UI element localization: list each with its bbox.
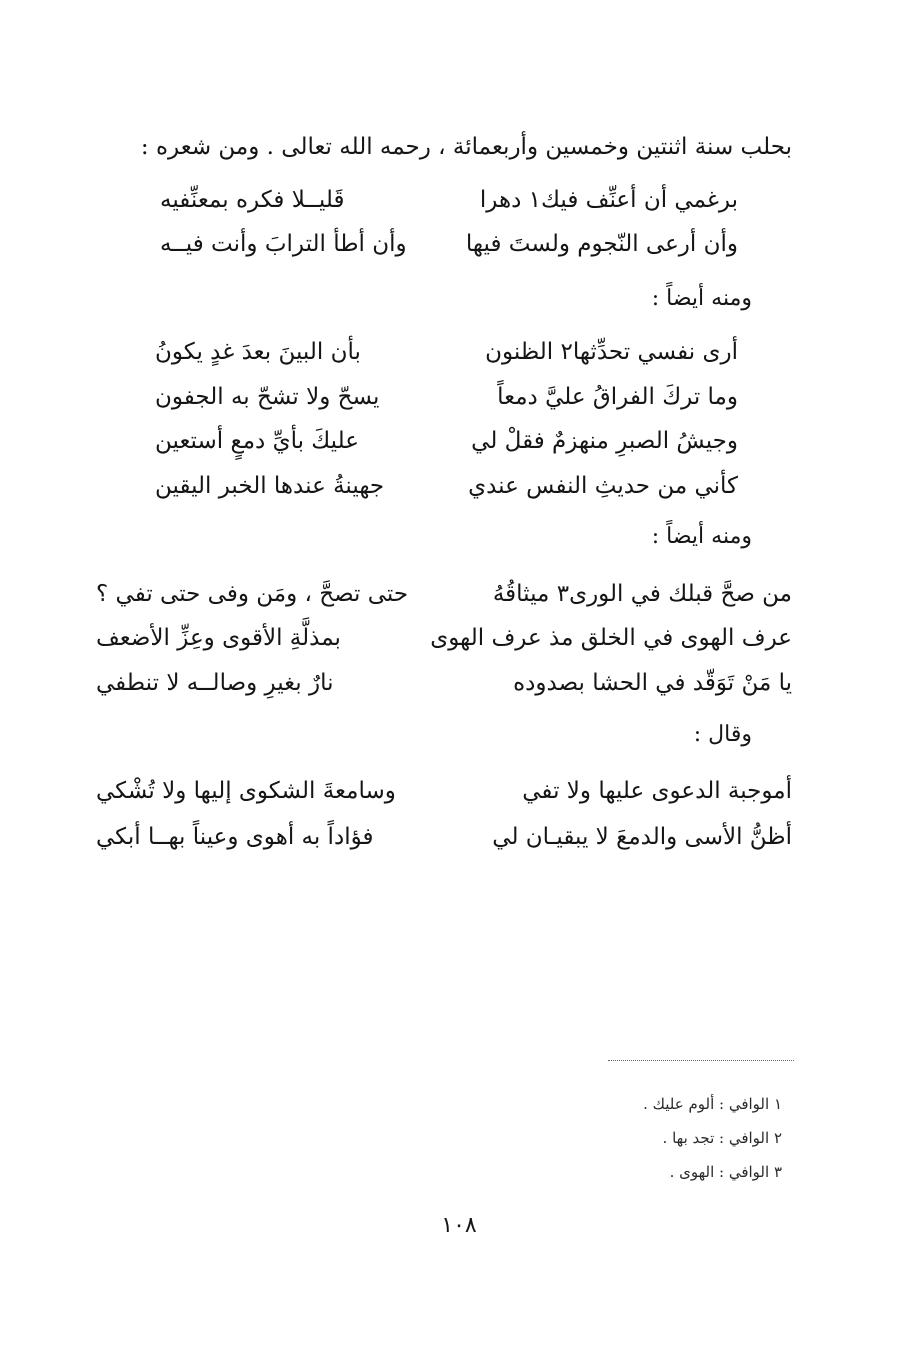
verse — [0, 774, 918, 810]
verse — [0, 424, 918, 460]
footnote: ٢ الوافي : تجد بها . — [662, 1129, 782, 1147]
footnote: ٣ الوافي : الهوى . — [669, 1163, 782, 1181]
verse-second-hemistich: وسامعةَ الشكوى إليها ولا تُشْكي — [96, 778, 396, 804]
verse-second-hemistich: يسحّ ولا تشحّ به الجفون — [155, 384, 380, 410]
verse-first-hemistich: وما تركَ الفراقُ عليَّ دمعاً — [497, 384, 738, 410]
verse-second-hemistich: وأن أطأ الترابَ وأنت فيــه — [160, 231, 407, 257]
verse — [0, 227, 918, 263]
verse-second-hemistich: عليكَ بأيِّ دمعٍ أستعين — [155, 428, 359, 454]
verse-first-hemistich: وأن أرعى النّجوم ولستَ فيها — [465, 231, 738, 257]
verse-first-hemistich: أظنُّ الأسى والدمعَ لا يبقيـان لي — [492, 824, 792, 850]
verse-second-hemistich: نارٌ بغيرِ وصالــه لا تنطفي — [96, 670, 334, 696]
verse-first-hemistich: أموجبة الدعوى عليها ولا تفي — [522, 778, 792, 804]
section-heading: ومنه أيضاً : — [651, 286, 752, 311]
verse — [0, 380, 918, 416]
verse — [0, 820, 918, 856]
intro-text: بحلب سنة اثنتين وخمسين وأربعمائة ، رحمه الله تعالى . ومن شعره : — [140, 134, 792, 160]
verse — [0, 621, 918, 657]
verse-first-hemistich: من صحَّ قبلك في الورى٣ ميثاقُهُ — [492, 581, 792, 607]
footnote: ١ الوافي : ألوم عليك . — [643, 1095, 782, 1113]
verse-second-hemistich: فؤاداً به أهوى وعيناً بهــا أبكي — [96, 824, 374, 850]
footnote-divider — [608, 1060, 794, 1061]
verse-first-hemistich: أرى نفسي تحدِّثها٢ الظنون — [485, 339, 738, 365]
section-heading: وقال : — [693, 722, 752, 747]
verse-second-hemistich: بأن البينَ بعدَ غدٍ يكونُ — [155, 339, 361, 365]
verse-second-hemistich: جهينةُ عندها الخبر اليقين — [155, 473, 385, 499]
section-heading: ومنه أيضاً : — [651, 524, 752, 549]
verse-second-hemistich: بمذلَّةِ الأقوى وعِزِّ الأضعف — [96, 625, 341, 651]
verse — [0, 335, 918, 371]
verse — [0, 183, 918, 219]
verse — [0, 577, 918, 613]
verse-second-hemistich: حتى تصحَّ ، ومَن وفى حتى تفي ؟ — [96, 581, 409, 607]
verse-first-hemistich: يا مَنْ تَوَقّد في الحشا بصدوده — [513, 670, 792, 696]
verse — [0, 666, 918, 702]
verse-first-hemistich: عرف الهوى في الخلق مذ عرف الهوى — [430, 625, 792, 651]
verse-first-hemistich: برغمي أن أعنِّف فيك١ دهرا — [479, 187, 738, 213]
verse-second-hemistich: قَليــلا فكره بمعنِّفيه — [160, 187, 345, 213]
verse-first-hemistich: وجيشُ الصبرِ منهزمٌ فقلْ لي — [471, 428, 738, 454]
verse — [0, 469, 918, 505]
page-number: ١٠٨ — [441, 1213, 477, 1238]
verse-first-hemistich: كأني من حديثِ النفس عندي — [468, 473, 738, 499]
